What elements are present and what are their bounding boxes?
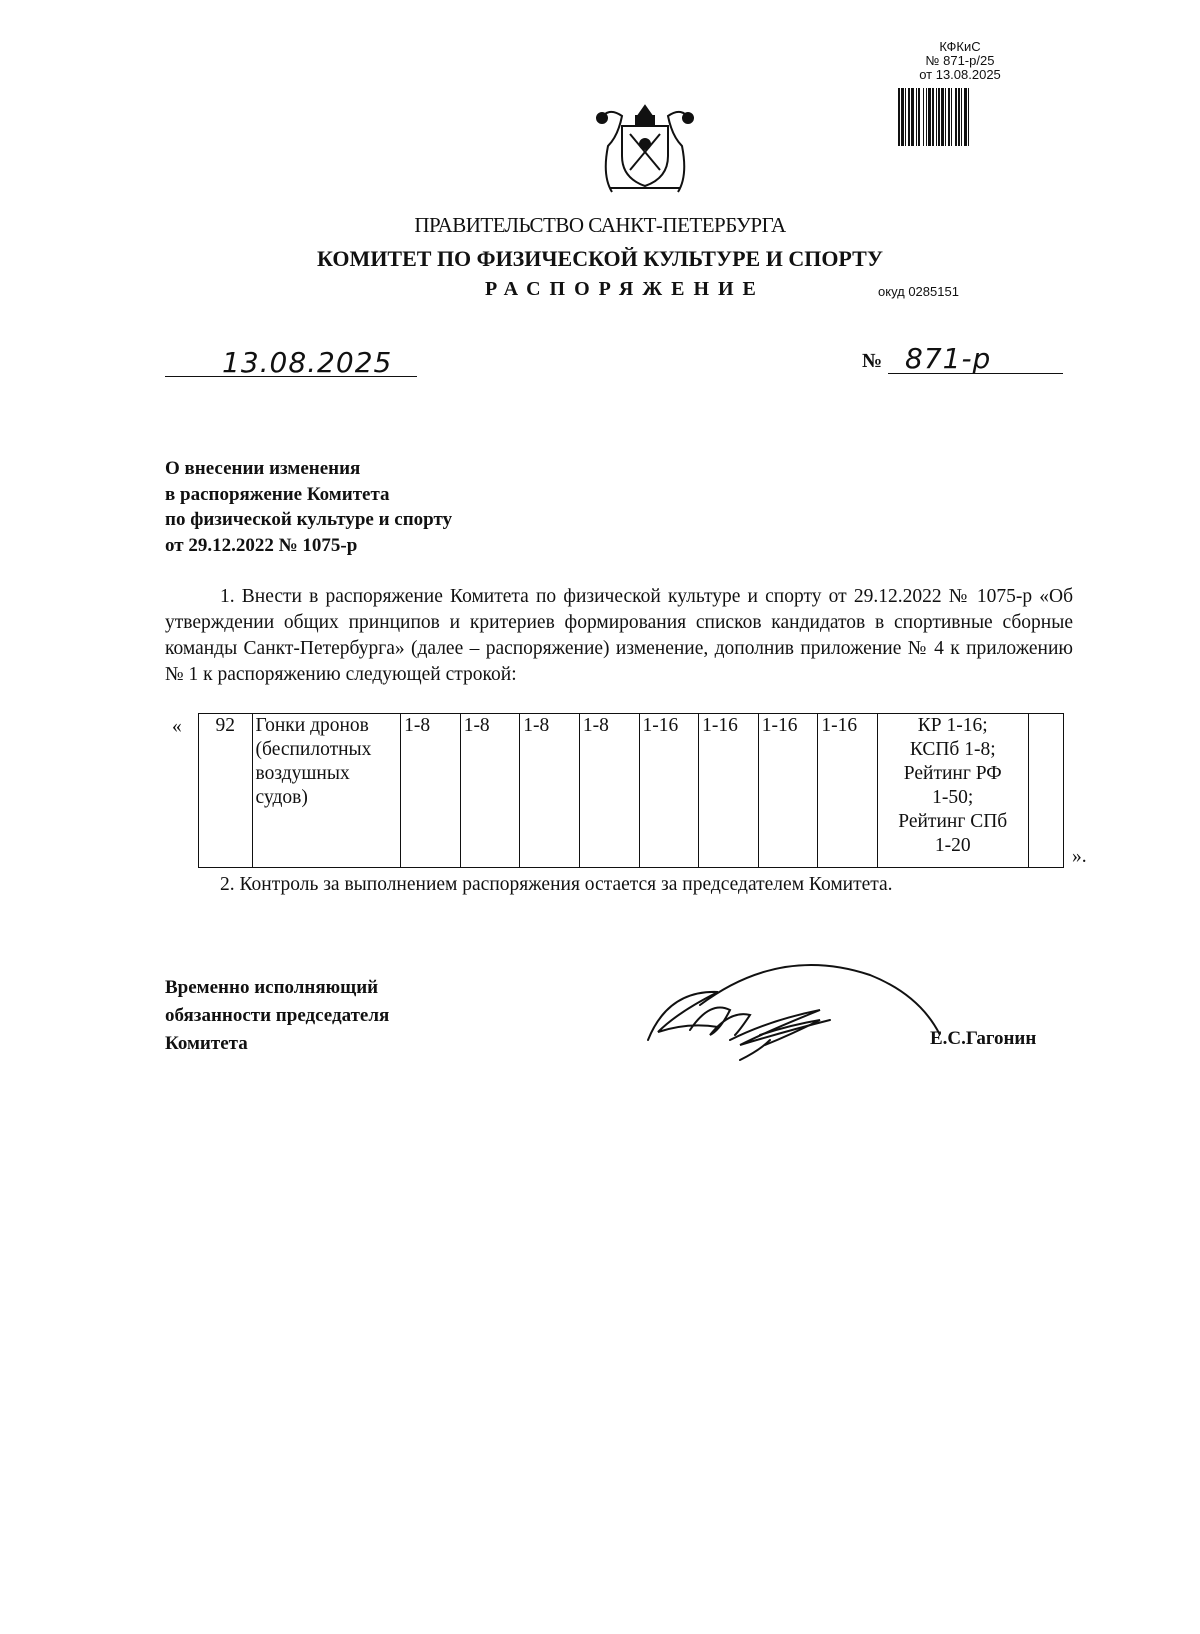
sport-cell: Гонки дронов (беспилотных воздушных судов): [252, 714, 401, 868]
date-underline: [165, 376, 417, 377]
criteria-line: 1-20: [934, 835, 971, 856]
paragraph-1: 1. Внести в распоряжение Комитета по физической культуре и спорту от 29.12.2022 № 1075-р «Об утверждении общих принципов и критериев формирования списков кандидатов в спортивные сборные команды Санкт-Петербурга» (далее – распоряжение) изменение, дополнив приложение № 4 к приложению № 1 к распоряжению следующей строкой:: [165, 586, 1073, 685]
table-cell: 1-8: [460, 714, 520, 868]
close-quote: ».: [1072, 846, 1087, 867]
okud-code: окуд 0285151: [878, 284, 959, 299]
subject-line: в распоряжение Комитета: [165, 483, 390, 505]
committee-title: КОМИТЕТ ПО ФИЗИЧЕСКОЙ КУЛЬТУРЕ И СПОРТУ: [317, 246, 883, 271]
criteria-line: КСПб 1-8;: [909, 739, 996, 760]
table-cell: 1-8: [579, 714, 639, 868]
table-cell: 1-16: [818, 714, 878, 868]
row-number-cell: 92: [199, 714, 253, 868]
stamp-org: КФКиС: [939, 39, 981, 54]
table-cell: 1-16: [758, 714, 818, 868]
subject-line: от 29.12.2022 № 1075-р: [165, 534, 358, 556]
number-underline: [888, 373, 1063, 374]
registration-number: 871-р: [905, 342, 992, 375]
table-cell: 1-16: [699, 714, 759, 868]
coat-of-arms-icon: [590, 100, 700, 195]
open-quote: «: [172, 716, 182, 737]
subject-line: О внесении изменения: [165, 458, 361, 479]
paragraph-2: 2. Контроль за выполнением распоряжения остается за председателем Комитета.: [220, 874, 893, 895]
barcode: [898, 88, 1032, 146]
criteria-line: 1-50;: [932, 787, 974, 808]
signatory-position: [165, 974, 389, 1058]
stamp-number: № 871-р/25: [925, 53, 995, 68]
government-title: ПРАВИТЕЛЬСТВО САНКТ-ПЕТЕРБУРГА: [414, 213, 786, 237]
position-line: Временно исполняющий: [165, 977, 379, 998]
registration-date: 13.08.2025: [222, 346, 393, 379]
signature-icon: [640, 960, 940, 1070]
criteria-cell: [877, 714, 1028, 868]
table-cell: 1-16: [639, 714, 699, 868]
registration-stamp: [880, 40, 1040, 82]
criteria-line: Рейтинг РФ: [903, 763, 1002, 784]
document-subject: [165, 456, 452, 558]
document-type: РАСПОРЯЖЕНИЕ: [485, 278, 765, 300]
inserted-table: [198, 713, 1064, 868]
position-line: обязанности председателя: [165, 1005, 390, 1026]
criteria-line: КР 1-16;: [917, 715, 988, 736]
signatory-name: Е.С.Гагонин: [930, 1028, 1037, 1049]
table-row: [199, 714, 1064, 868]
number-label: №: [862, 350, 883, 372]
table-cell: 1-8: [520, 714, 580, 868]
position-line: Комитета: [165, 1033, 248, 1054]
stamp-date: от 13.08.2025: [919, 67, 1001, 82]
barcode-bar: [969, 88, 971, 146]
subject-line: по физической культуре и спорту: [165, 509, 453, 530]
criteria-line: Рейтинг СПб: [898, 811, 1008, 832]
last-cell: [1028, 714, 1063, 868]
table-cell: 1-8: [401, 714, 461, 868]
